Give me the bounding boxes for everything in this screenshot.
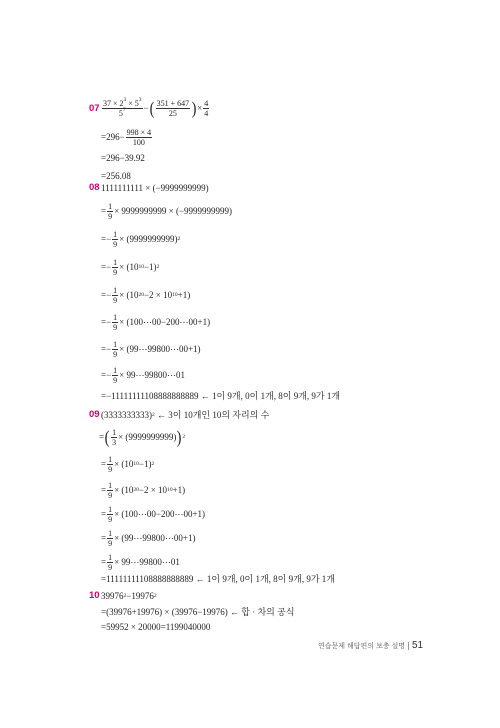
equation-line: =256.08 [101, 171, 131, 181]
annotation: ← 1이 9개, 0이 1개, 8이 9개, 9가 1개 [195, 574, 335, 584]
equation-line: =− $\frac{1}{9}$ × 99⋯99800⋯01 [101, 365, 185, 385]
fraction: $\frac{4}{4}$ [204, 98, 209, 118]
footer-label: 연습문제 해답편의 보충 설명 [318, 643, 405, 650]
equation-line: (3333333333) 2 ← 3이 10개인 10의 자리의 수 [101, 410, 270, 420]
equation-line: =− $\frac{1}{9}$ × (100⋯00−200⋯00+1) [101, 312, 211, 332]
equation-line: 1111111111 × (−9999999999) [101, 183, 209, 193]
page-number: 51 [411, 640, 424, 651]
footer-divider [408, 642, 409, 650]
equation-line: =−11111111108888888889 ← 1이 9개, 0이 1개, 8이 9개, 9가 1개 [101, 391, 341, 401]
equation-line: =59952 × 20000=1199040000 [101, 622, 211, 632]
problem-number: 09 [89, 409, 100, 420]
equation-line: =− $\frac{1}{9}$ × (10 20 −2 × 10 10 +1) [101, 285, 191, 305]
equation-line: = $\frac{1}{9}$ × (99⋯99800⋯00+1) [101, 528, 196, 548]
equation-line: =(39976+19976) × (39976−19976) ← 합 · 차의 공식 [101, 607, 295, 617]
equation-line: 39976 2 −19976 2 [101, 591, 157, 601]
annotation: ← 3이 10개인 10의 자리의 수 [157, 410, 270, 420]
fraction: $\frac{998 \times 4}{100}$ [126, 127, 152, 147]
equation-line: = $\frac{1}{9}$ × 9999999999 × (−9999999999) [101, 201, 233, 221]
annotation: ← 합 · 차의 공식 [230, 607, 295, 617]
equation-line: = $\frac{1}{9}$ × (10 20 −2 × 10 10 +1) [101, 480, 186, 500]
equation-line: =11111111108888888889 ← 1이 9개, 0이 1개, 8이 9개, 9가 1개 [101, 574, 335, 584]
fraction: $\frac{351 + 647}{25}$ [156, 98, 190, 118]
page-footer [318, 640, 423, 651]
equation-line: = $\frac{1}{9}$ × 99⋯99800⋯01 [101, 552, 180, 572]
problem-number: 07 [89, 103, 100, 114]
equation-line: =− $\frac{1}{9}$ × (10 10 −1) 2 [101, 257, 160, 277]
annotation: ← 1이 9개, 0이 1개, 8이 9개, 9가 1개 [200, 391, 341, 401]
equation-line: =296− $\frac{998 \times 4}{100}$ [101, 127, 152, 147]
equation-line: = ( $\frac{1}{3}$ × (9999999999) ) 2 [99, 427, 186, 447]
equation-line: $\frac{37 \times 2^3 \times 5^3}{5^7}$ − ( $\frac{351 + 647}{25}$ ) × $\frac{4}{4}$ [103, 96, 209, 118]
equation-line: = $\frac{1}{9}$ × (10 10 −1) 2 [101, 454, 155, 474]
problem-number: 10 [89, 590, 100, 601]
equation-line: =− $\frac{1}{9}$ × (99⋯99800⋯00+1) [101, 339, 201, 359]
problem-number: 08 [89, 182, 100, 193]
equation-line: =− $\frac{1}{9}$ × (9999999999) 2 [101, 229, 181, 249]
equation-line: = $\frac{1}{9}$ × (100⋯00−200⋯00+1) [101, 504, 206, 524]
fraction: $\frac{37 \times 2^3 \times 5^3}{5^7}$ [103, 96, 142, 118]
equation-line: =296−39.92 [101, 153, 145, 163]
